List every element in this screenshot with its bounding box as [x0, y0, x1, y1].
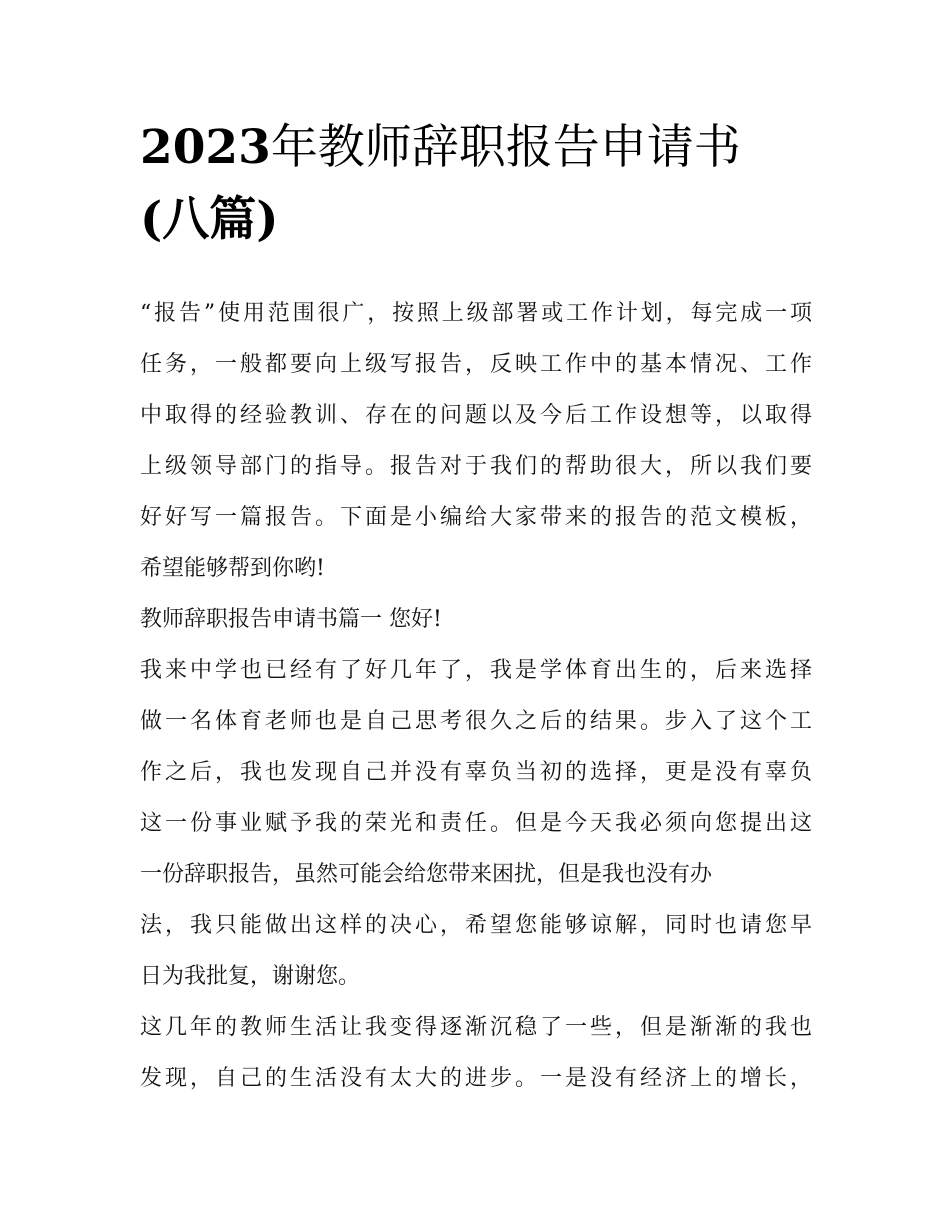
text-line: 做一名体育老师也是自己思考很久之后的结果。步入了这个工: [140, 709, 812, 734]
title-line-2: (八篇): [140, 192, 279, 247]
title-year: 2023: [140, 120, 271, 175]
paragraph-intro: [140, 288, 812, 594]
text-line: 一份辞职报告，虽然可能会给您带来困扰，但是我也没有办: [140, 862, 713, 887]
text-line: 中取得的经验教训、存在的问题以及今后工作设想等，以取得: [140, 403, 812, 428]
document-content: [140, 112, 812, 1104]
document-body: [140, 288, 812, 1104]
title-line-1: [140, 112, 812, 184]
title-main: 年教师辞职报告申请书: [270, 120, 741, 175]
text-line: 日为我批复，谢谢您。: [140, 964, 361, 989]
text-line: 上级领导部门的指导。报告对于我们的帮助很大，所以我们要: [140, 454, 812, 479]
text-line: 这几年的教师生活让我变得逐渐沉稳了一些，但是渐渐的我也: [140, 1015, 812, 1040]
paragraph-body-2: [140, 1002, 812, 1104]
text-line: 我来中学也已经有了好几年了，我是学体育出生的，后来选择: [140, 658, 812, 683]
text-line: 任务，一般都要向上级写报告，反映工作中的基本情况、工作: [140, 352, 812, 377]
text-line: 好好写一篇报告。下面是小编给大家带来的报告的范文模板，: [140, 505, 812, 530]
section-heading: 教师辞职报告申请书篇一 您好!: [140, 607, 442, 632]
paragraph-body-1: [140, 645, 812, 1002]
text-line: 作之后，我也发现自己并没有辜负当初的选择，更是没有辜负: [140, 760, 812, 785]
paragraph-section-heading: [140, 594, 812, 645]
text-line: 发现，自己的生活没有太大的进步。一是没有经济上的增长，: [140, 1066, 812, 1091]
text-line: 法，我只能做出这样的决心，希望您能够谅解，同时也请您早: [140, 913, 812, 938]
text-line: 这一份事业赋予我的荣光和责任。但是今天我必须向您提出这: [140, 811, 812, 836]
document-title: [140, 112, 812, 256]
text-line: “报告”使用范围很广，按照上级部署或工作计划，每完成一项: [140, 301, 812, 326]
text-line: 希望能够帮到你哟!: [140, 556, 325, 581]
